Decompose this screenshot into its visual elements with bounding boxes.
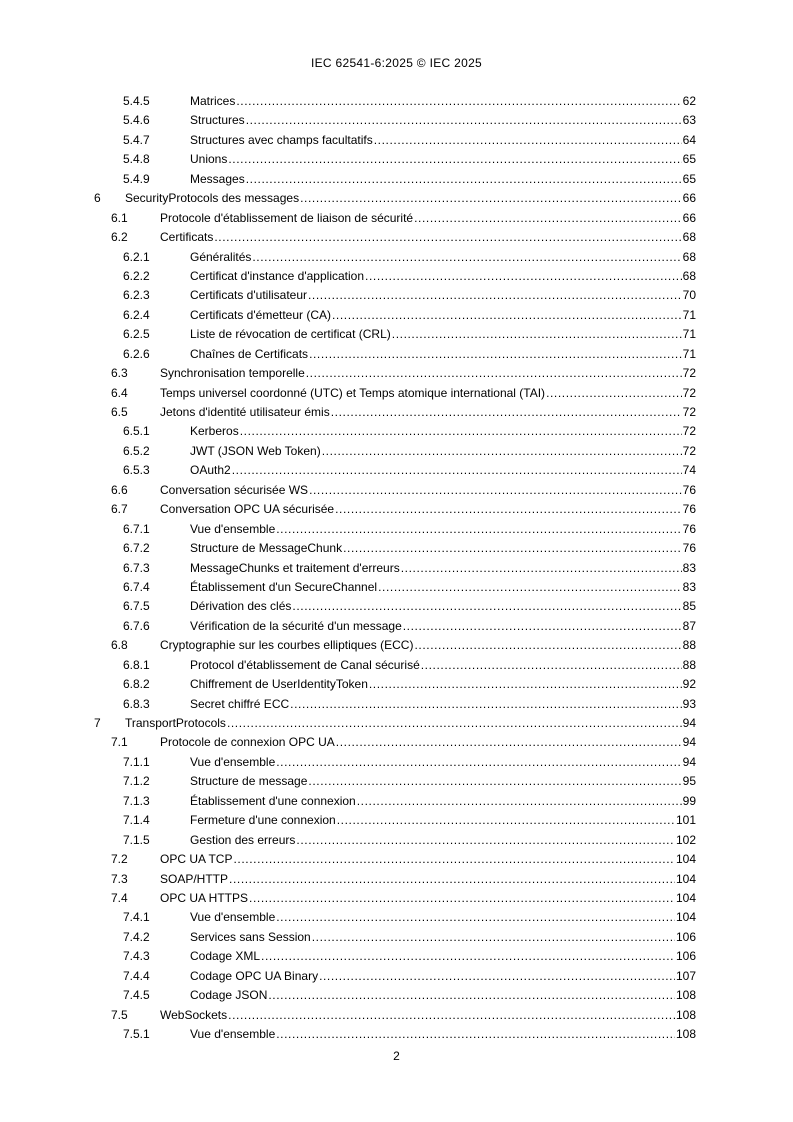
- toc-entry-title: Protocole d'établissement de liaison de sécurité: [160, 210, 414, 225]
- toc-entry-number: 6.3: [111, 366, 128, 381]
- toc-entry-line: [190, 831, 696, 850]
- toc-entry-number: 5.4.6: [123, 113, 150, 128]
- toc-entry-line: [190, 92, 696, 111]
- toc-entry[interactable]: [0, 636, 793, 655]
- toc-entry-page: 101: [675, 813, 696, 828]
- toc-entry-title: Temps universel coordonné (UTC) et Temps atomique international (TAI): [160, 385, 546, 400]
- toc-entry-title: JWT (JSON Web Token): [190, 443, 321, 458]
- toc-entry-line: [190, 422, 696, 441]
- toc-entry-number: 6.2.5: [123, 327, 150, 342]
- toc-entry-title: Chaînes de Certificats: [190, 346, 309, 361]
- toc-entry-page: 88: [682, 638, 696, 653]
- toc-entry-page: 68: [682, 230, 696, 245]
- toc-entry-title: OPC UA TCP: [160, 852, 233, 867]
- toc-entry-number: 7: [94, 716, 101, 730]
- toc-entry-title: Codage OPC UA Binary: [190, 968, 319, 983]
- toc-entry[interactable]: [0, 150, 793, 169]
- dot-leader: [401, 559, 682, 578]
- toc-entry[interactable]: [0, 325, 793, 344]
- toc-entry-number: 6.7.6: [123, 618, 150, 633]
- toc-entry-number: 5.4.5: [123, 94, 150, 108]
- toc-entry[interactable]: [0, 831, 793, 850]
- toc-entry[interactable]: [0, 811, 793, 830]
- toc-entry-page: 70: [682, 288, 696, 303]
- toc-entry-page: 72: [682, 385, 696, 400]
- toc-entry-number: 7.1: [111, 735, 128, 750]
- dot-leader: [309, 345, 682, 364]
- toc-entry-page: 65: [682, 152, 696, 167]
- toc-entry-title: Conversation sécurisée WS: [160, 482, 309, 497]
- toc-entry[interactable]: [0, 1025, 793, 1044]
- toc-entry-title: Structure de message: [190, 774, 308, 789]
- dot-leader: [392, 325, 682, 344]
- toc-entry-page: 104: [675, 910, 696, 925]
- toc-entry-title: Établissement d'une connexion: [190, 793, 356, 808]
- dot-leader: [236, 92, 681, 111]
- dot-leader: [228, 150, 681, 169]
- toc-entry-page: 106: [675, 929, 696, 944]
- toc-entry-number: 7.4.5: [123, 988, 150, 1003]
- dot-leader: [228, 1006, 675, 1025]
- toc-entry-title: Vérification de la sécurité d'un message: [190, 618, 402, 633]
- toc-entry-title: Messages: [190, 171, 245, 186]
- toc-entry-line: [160, 384, 696, 403]
- toc-entry-number: 5.4.7: [123, 132, 150, 147]
- toc-entry[interactable]: [0, 267, 793, 286]
- toc-entry-number: 6.7.2: [123, 541, 150, 556]
- toc-entry-number: 5.4.9: [123, 171, 150, 186]
- toc-entry-title: Vue d'ensemble: [190, 521, 276, 536]
- toc-entry-line: [190, 442, 696, 461]
- dot-leader: [403, 617, 682, 636]
- dot-leader: [276, 753, 681, 772]
- toc-entry-line: [190, 578, 696, 597]
- toc-entry-title: Protocole de connexion OPC UA: [160, 735, 335, 750]
- toc-entry-number: 7.1.1: [123, 754, 150, 769]
- toc-entry[interactable]: [0, 986, 793, 1005]
- toc-entry[interactable]: [0, 442, 793, 461]
- toc-entry[interactable]: [0, 520, 793, 539]
- dot-leader: [249, 889, 675, 908]
- toc-entry-title: Certificats d'utilisateur: [190, 288, 307, 303]
- toc-entry-line: [190, 461, 696, 480]
- toc-entry-line: [160, 850, 696, 869]
- dot-leader: [312, 928, 675, 947]
- toc-entry-line: [160, 1006, 696, 1025]
- toc-entry-line: [190, 111, 696, 130]
- toc-entry-line: [160, 364, 696, 383]
- dot-leader: [365, 267, 682, 286]
- toc-entry-number: 7.4.1: [123, 910, 150, 925]
- dot-leader: [331, 403, 682, 422]
- toc-entry-line: [190, 306, 696, 325]
- toc-entry-title: Structure de MessageChunk: [190, 541, 343, 556]
- toc-entry-number: 6.2.4: [123, 307, 150, 322]
- toc-entry-line: [190, 792, 696, 811]
- toc-entry[interactable]: [0, 306, 793, 325]
- toc-entry-title: Matrices: [190, 94, 236, 108]
- toc-entry-line: [190, 967, 696, 986]
- toc-entry-page: 85: [682, 599, 696, 614]
- toc-entry-page: 95: [682, 774, 696, 789]
- toc-entry-line: [160, 481, 696, 500]
- toc-entry[interactable]: [0, 248, 793, 267]
- toc-entry-number: 7.1.3: [123, 793, 150, 808]
- toc-entry-title: Codage XML: [190, 949, 261, 964]
- toc-entry-title: OAuth2: [190, 463, 231, 478]
- toc-entry-page: 88: [682, 657, 696, 672]
- toc-entry-number: 6.8.3: [123, 696, 150, 711]
- dot-leader: [308, 286, 682, 305]
- toc-entry-page: 99: [682, 793, 696, 808]
- toc-entry-number: 6.6: [111, 482, 128, 497]
- toc-entry-line: [190, 150, 696, 169]
- toc-entry-page: 102: [675, 832, 696, 847]
- toc-entry-line: [160, 636, 696, 655]
- toc-entry[interactable]: [0, 500, 793, 519]
- toc-entry-number: 7.4.2: [123, 929, 150, 944]
- toc-entry-title: Certificats d'émetteur (CA): [190, 307, 331, 322]
- toc-entry[interactable]: [0, 286, 793, 305]
- toc-entry-line: [190, 753, 696, 772]
- toc-entry-page: 106: [675, 949, 696, 964]
- toc-entry-line: [125, 714, 696, 733]
- toc-entry-number: 6.7.3: [123, 560, 150, 575]
- table-of-contents: [0, 92, 793, 1044]
- toc-entry-title: Dérivation des clés: [190, 599, 292, 614]
- toc-entry-page: 66: [682, 191, 696, 206]
- toc-entry-title: Structures: [190, 113, 245, 128]
- toc-entry-line: [125, 189, 696, 208]
- dot-leader: [322, 442, 682, 461]
- toc-entry[interactable]: [0, 170, 793, 189]
- toc-entry-number: 6.7.1: [123, 521, 150, 536]
- dot-leader: [357, 792, 682, 811]
- toc-entry-title: Kerberos: [190, 424, 239, 439]
- dot-leader: [309, 481, 682, 500]
- toc-entry-line: [160, 403, 696, 422]
- dot-leader: [300, 189, 682, 208]
- toc-entry[interactable]: [0, 403, 793, 422]
- toc-entry[interactable]: [0, 714, 793, 733]
- toc-entry-page: 72: [682, 424, 696, 439]
- toc-entry-title: OPC UA HTTPS: [160, 890, 249, 905]
- dot-leader: [306, 364, 682, 383]
- dot-leader: [276, 520, 681, 539]
- toc-entry-page: 72: [682, 405, 696, 419]
- dot-leader: [268, 986, 675, 1005]
- toc-entry-line: [190, 539, 696, 558]
- toc-entry-page: 94: [682, 735, 696, 750]
- page-header: IEC 62541-6:2025 © IEC 2025: [310, 56, 483, 70]
- toc-entry-title: Jetons d'identité utilisateur émis: [160, 405, 330, 419]
- toc-entry-page: 62: [682, 94, 696, 108]
- toc-entry[interactable]: [0, 733, 793, 752]
- toc-entry-page: 94: [682, 716, 696, 730]
- toc-entry-line: [190, 248, 696, 267]
- toc-entry-title: Vue d'ensemble: [190, 754, 276, 769]
- dot-leader: [335, 500, 682, 519]
- toc-entry-number: 7.1.2: [123, 774, 150, 789]
- toc-entry-page: 71: [682, 346, 696, 361]
- dot-leader: [414, 209, 682, 228]
- dot-leader: [336, 733, 682, 752]
- toc-entry-line: [190, 170, 696, 189]
- dot-leader: [252, 248, 681, 267]
- toc-entry-title: Certificats: [160, 230, 214, 245]
- toc-entry-line: [190, 947, 696, 966]
- toc-entry-page: 87: [682, 618, 696, 633]
- dot-leader: [292, 597, 681, 616]
- toc-entry-number: 7.1.5: [123, 832, 150, 847]
- toc-entry[interactable]: [0, 928, 793, 947]
- toc-entry[interactable]: [0, 189, 793, 208]
- toc-entry-number: 6.5.1: [123, 424, 150, 439]
- toc-entry-number: 6.2.6: [123, 346, 150, 361]
- toc-entry-number: 7.5.1: [123, 1027, 150, 1041]
- toc-entry-page: 76: [682, 521, 696, 536]
- toc-entry-title: Gestion des erreurs: [190, 832, 296, 847]
- dot-leader: [276, 1025, 675, 1044]
- toc-entry-title: Vue d'ensemble: [190, 910, 276, 925]
- toc-entry-number: 6.5.3: [123, 463, 150, 478]
- toc-entry-line: [190, 772, 696, 791]
- toc-entry-title: Chiffrement de UserIdentityToken: [190, 677, 368, 692]
- toc-entry[interactable]: [0, 461, 793, 480]
- dot-leader: [240, 422, 682, 441]
- toc-entry-number: 6.2.1: [123, 249, 150, 264]
- toc-entry[interactable]: [0, 422, 793, 441]
- toc-entry-line: [190, 131, 696, 150]
- toc-entry-title: Généralités: [190, 249, 252, 264]
- toc-entry-page: 76: [682, 502, 696, 517]
- toc-entry[interactable]: [0, 228, 793, 247]
- toc-entry-line: [190, 811, 696, 830]
- toc-entry-title: Liste de révocation de certificat (CRL): [190, 327, 391, 342]
- toc-entry-page: 72: [682, 366, 696, 381]
- toc-entry-line: [190, 345, 696, 364]
- toc-entry[interactable]: [0, 889, 793, 908]
- toc-entry-number: 6: [94, 191, 101, 206]
- toc-entry-number: 6.7: [111, 502, 128, 517]
- toc-entry[interactable]: [0, 481, 793, 500]
- dot-leader: [319, 967, 675, 986]
- toc-entry-page: 76: [682, 482, 696, 497]
- toc-entry-line: [190, 656, 696, 675]
- toc-entry[interactable]: [0, 364, 793, 383]
- toc-entry-number: 6.2: [111, 230, 128, 245]
- toc-entry-title: Certificat d'instance d'application: [190, 268, 365, 283]
- toc-entry[interactable]: [0, 617, 793, 636]
- toc-entry-number: 6.2.3: [123, 288, 150, 303]
- toc-entry-line: [190, 695, 696, 714]
- toc-entry[interactable]: [0, 384, 793, 403]
- dot-leader: [421, 656, 682, 675]
- toc-entry-number: 6.8.2: [123, 677, 150, 692]
- toc-entry-number: 6.8: [111, 638, 128, 653]
- toc-entry[interactable]: [0, 597, 793, 616]
- toc-entry[interactable]: [0, 131, 793, 150]
- toc-entry-page: 94: [682, 754, 696, 769]
- toc-entry[interactable]: [0, 559, 793, 578]
- toc-entry-title: Fermeture d'une connexion: [190, 813, 336, 828]
- toc-entry[interactable]: [0, 656, 793, 675]
- toc-entry-number: 5.4.8: [123, 152, 150, 167]
- toc-entry-page: 83: [682, 560, 696, 575]
- toc-entry-number: 7.5: [111, 1007, 128, 1022]
- toc-entry-title: Synchronisation temporelle: [160, 366, 305, 381]
- dot-leader: [414, 636, 681, 655]
- toc-entry[interactable]: [0, 947, 793, 966]
- toc-entry-number: 6.4: [111, 385, 128, 400]
- toc-entry-page: 104: [675, 871, 696, 886]
- toc-entry-page: 104: [675, 852, 696, 867]
- dot-leader: [308, 772, 681, 791]
- toc-entry-line: [160, 500, 696, 519]
- toc-entry-title: WebSockets: [160, 1007, 228, 1022]
- dot-leader: [227, 714, 682, 733]
- toc-entry-page: 108: [675, 1027, 696, 1041]
- toc-entry-line: [190, 1025, 696, 1044]
- toc-entry[interactable]: [0, 1006, 793, 1025]
- page-number: 2: [393, 1049, 400, 1063]
- toc-entry-title: Conversation OPC UA sécurisée: [160, 502, 335, 517]
- toc-entry-title: Établissement d'un SecureChannel: [190, 579, 378, 594]
- toc-entry-number: 6.5: [111, 405, 128, 419]
- toc-entry-page: 68: [682, 249, 696, 264]
- dot-leader: [232, 461, 682, 480]
- toc-entry-line: [190, 986, 696, 1005]
- dot-leader: [343, 539, 682, 558]
- toc-entry[interactable]: [0, 850, 793, 869]
- dot-leader: [374, 131, 682, 150]
- dot-leader: [214, 228, 681, 247]
- toc-entry-page: 64: [682, 132, 696, 147]
- toc-entry-title: Structures avec champs facultatifs: [190, 132, 373, 147]
- dot-leader: [233, 850, 675, 869]
- toc-entry-title: TransportProtocols: [125, 716, 226, 730]
- toc-entry-page: 93: [682, 696, 696, 711]
- toc-entry-number: 7.1.4: [123, 813, 150, 828]
- dot-leader: [290, 695, 681, 714]
- toc-entry-title: Cryptographie sur les courbes elliptiques (ECC): [160, 638, 414, 653]
- toc-entry[interactable]: [0, 870, 793, 889]
- toc-entry-line: [190, 597, 696, 616]
- toc-entry-number: 7.4.4: [123, 968, 150, 983]
- toc-entry[interactable]: [0, 695, 793, 714]
- dot-leader: [246, 170, 682, 189]
- toc-entry-number: 6.8.1: [123, 657, 150, 672]
- toc-entry[interactable]: [0, 967, 793, 986]
- toc-entry[interactable]: [0, 345, 793, 364]
- dot-leader: [296, 831, 675, 850]
- dot-leader: [378, 578, 682, 597]
- toc-entry-line: [190, 325, 696, 344]
- dot-leader: [276, 908, 675, 927]
- toc-entry-page: 76: [682, 541, 696, 556]
- toc-entry-line: [160, 870, 696, 889]
- toc-entry-line: [190, 559, 696, 578]
- dot-leader: [332, 306, 682, 325]
- toc-entry-number: 7.4: [111, 890, 128, 905]
- toc-entry-title: Services sans Session: [190, 929, 311, 944]
- toc-entry-line: [160, 228, 696, 247]
- toc-entry[interactable]: [0, 675, 793, 694]
- toc-entry[interactable]: [0, 539, 793, 558]
- toc-entry-number: 6.7.4: [123, 579, 150, 594]
- toc-entry-number: 7.4.3: [123, 949, 150, 964]
- toc-entry-page: 63: [682, 113, 696, 128]
- toc-entry-page: 108: [675, 988, 696, 1003]
- toc-entry-line: [190, 617, 696, 636]
- toc-entry[interactable]: [0, 753, 793, 772]
- toc-entry-line: [190, 928, 696, 947]
- toc-entry-line: [160, 209, 696, 228]
- toc-entry[interactable]: [0, 908, 793, 927]
- toc-entry-title: SOAP/HTTP: [160, 871, 229, 886]
- toc-entry-page: 92: [682, 677, 696, 692]
- toc-entry[interactable]: [0, 578, 793, 597]
- toc-entry-line: [190, 520, 696, 539]
- toc-entry[interactable]: [0, 92, 793, 111]
- toc-entry-number: 6.1: [111, 210, 128, 225]
- toc-entry-page: 71: [682, 327, 696, 342]
- dot-leader: [369, 675, 682, 694]
- toc-entry-line: [190, 675, 696, 694]
- toc-entry-number: 7.2: [111, 852, 128, 867]
- toc-entry-line: [190, 286, 696, 305]
- toc-entry-page: 108: [675, 1007, 696, 1022]
- toc-entry-title: MessageChunks et traitement d'erreurs: [190, 560, 400, 575]
- toc-entry-page: 68: [682, 268, 696, 283]
- toc-entry[interactable]: [0, 209, 793, 228]
- toc-entry-page: 71: [682, 307, 696, 322]
- toc-entry-page: 104: [675, 890, 696, 905]
- toc-entry-line: [160, 733, 696, 752]
- toc-entry-page: 66: [682, 210, 696, 225]
- toc-entry-title: Secret chiffré ECC: [190, 696, 290, 711]
- toc-entry-title: SecurityProtocols des messages: [125, 191, 300, 206]
- toc-entry[interactable]: [0, 792, 793, 811]
- toc-entry-title: Codage JSON: [190, 988, 268, 1003]
- dot-leader: [546, 384, 682, 403]
- toc-entry-page: 65: [682, 171, 696, 186]
- dot-leader: [229, 870, 675, 889]
- dot-leader: [261, 947, 675, 966]
- toc-entry-line: [190, 908, 696, 927]
- toc-entry-line: [190, 267, 696, 286]
- toc-entry-number: 6.2.2: [123, 268, 150, 283]
- toc-entry-number: 6.5.2: [123, 443, 150, 458]
- toc-entry-page: 72: [682, 443, 696, 458]
- toc-entry-title: Vue d'ensemble: [190, 1027, 276, 1041]
- dot-leader: [337, 811, 675, 830]
- toc-entry-page: 83: [682, 579, 696, 594]
- toc-entry-title: Protocol d'établissement de Canal sécurisé: [190, 657, 420, 672]
- toc-entry-number: 6.7.5: [123, 599, 150, 614]
- toc-entry-page: 107: [675, 968, 696, 983]
- toc-entry-page: 74: [682, 463, 696, 478]
- toc-entry[interactable]: [0, 772, 793, 791]
- toc-entry-line: [160, 889, 696, 908]
- toc-entry-number: 7.3: [111, 871, 128, 886]
- toc-entry[interactable]: [0, 111, 793, 130]
- toc-entry-title: Unions: [190, 152, 228, 167]
- dot-leader: [246, 111, 682, 130]
